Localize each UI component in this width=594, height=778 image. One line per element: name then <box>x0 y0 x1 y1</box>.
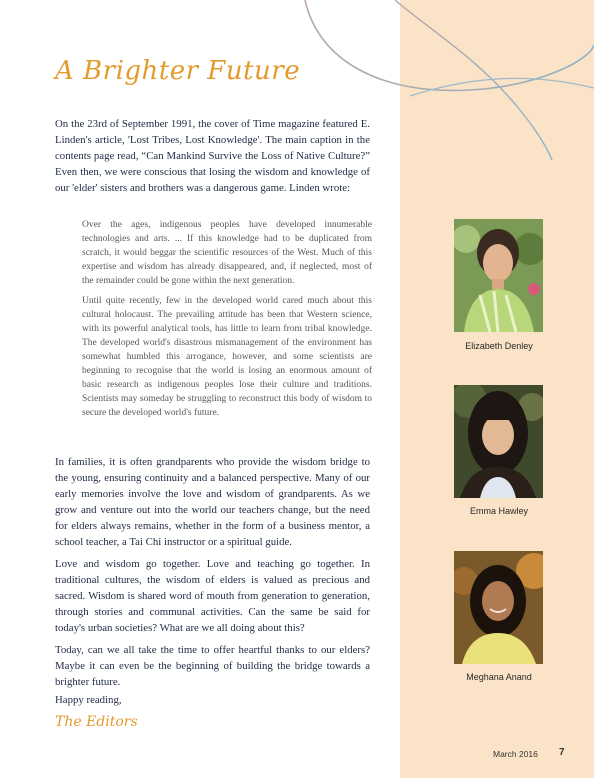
sign-off: Happy reading, <box>55 694 122 706</box>
intro-paragraph: On the 23rd of September 1991, the cover of Time magazine featured E. Linden's article, 'Lost Tribes, Lost Knowledge'. The main caption in the contents page read, “Can Mankind Survive the Loss of Native Culture?” Even then, we were conscious that losing the wisdom and knowledge of our 'elder' sisters and brothers was a dangerous game. Linden wrote: <box>55 118 370 194</box>
editor-name: Emma Hawley <box>469 506 528 516</box>
page-number: 7 <box>559 747 565 758</box>
editor-photo <box>454 219 543 332</box>
body-paragraph: Love and wisdom go together. Love and teaching go together. In traditional cultures, the wisdom of elders is valued as precious and sacred. Wisdom is shared word of mouth from generation to generation, through stories and communal activities. Can the same be said for today's urban societies? What are we all doing about this? <box>55 558 370 634</box>
editors-signature: The Editors <box>55 714 138 730</box>
body-paragraph: Today, can we all take the time to offer heartful thanks to our elders? Maybe it can even be the beginning of building the bridge towards a brighter future. <box>55 644 370 688</box>
editor-name: Meghana Anand <box>466 672 532 682</box>
editor-photo <box>454 551 543 664</box>
body-paragraph: In families, it is often grandparents who provide the wisdom bridge to the young, ensuring continuity and a balanced perspective. Many of our early memories involve the love and wisdom of grandparents. As we grow and venture out into the world our teachers change, but the need for elders always remains, whether in the form of a business mentor, a school teacher, a Tai Chi instructor or a spiritual guide. <box>55 456 370 548</box>
issue-date: March 2016 <box>493 749 538 759</box>
quote-paragraph-2: Until quite recently, few in the developed world cared much about this cultural holocaust. The prevailing attitude has been that Western science, with its powerful analytical tools, has little to learn from tribal knowledge. The developed world's disastrous mismanagement of the environment has somewhat humbled this arrogance, however, and some scientists are beginning to recognise that the world is losing an enormous amount of basic research as indigenous peoples lose their culture and traditions. Scientists may someday be struggling to reconstruct this body of wisdom to secure the developed world's future. <box>82 296 372 418</box>
page-title: A Brighter Future <box>55 56 301 86</box>
editor-photo <box>454 385 543 498</box>
editor-name: Elizabeth Denley <box>465 341 533 351</box>
quote-paragraph-1: Over the ages, indigenous peoples have developed innumerable technologies and arts. ... If this knowledge had to be duplicated from scratch, it would beggar the scientific resources of the West. Much of this expertise and wisdom has already disappeared, and, if neglected, most of the remainder could be gone within the next generation. <box>82 220 372 286</box>
